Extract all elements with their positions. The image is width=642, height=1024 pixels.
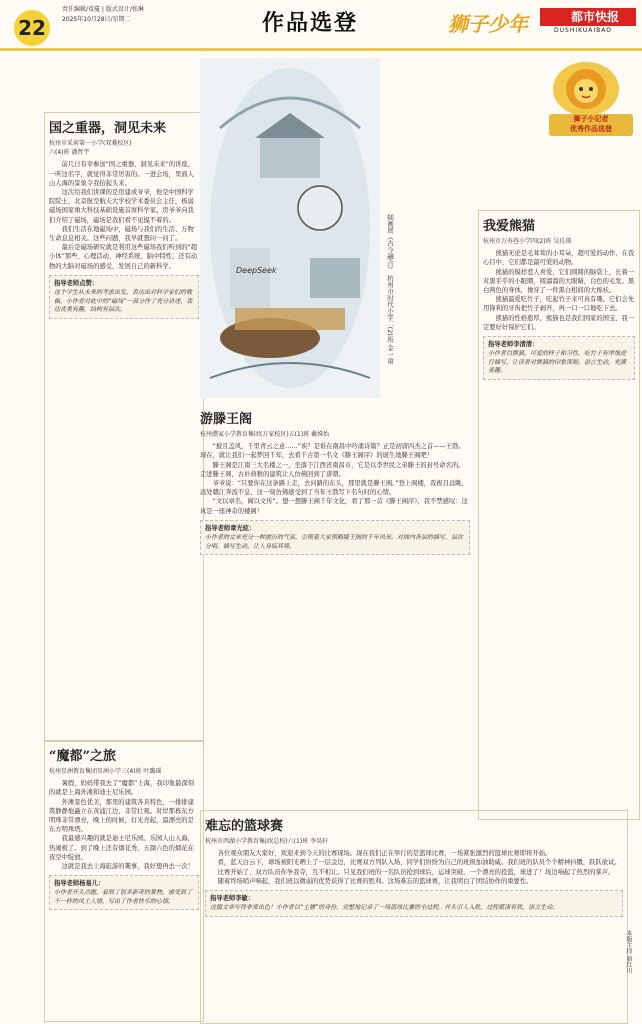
newspaper-name-en: DUSHIKUAIBAO (554, 27, 612, 34)
article-body (49, 160, 199, 270)
teacher-comment: 这个学生从未来的考虑出发，表达出对科学家们的敬佩。小作者对此中的“磁场”一部分作了充分讲述，表达优美有趣，结构有层次。 (54, 289, 193, 314)
paragraph: 熊猫无论是毛茸茸的小耳朵，超可爱的动作，在我心目中，它们都是最可爱的动物。 (483, 250, 635, 267)
newspaper-logo (540, 8, 636, 40)
paragraph: 暑假，妈妈带我去了“魔都”上海，我印象最深刻的就是上海外滩和迪士尼乐园。 (49, 780, 195, 797)
article-author: 杭州市采荷第一小学(双菱校区) 六(4)班 潘哲宇 (49, 140, 132, 157)
paragraph: 爷爷说：“只要你在这条路上走，去问路的东头，那里就是滕王阁。”登上阁楼，我极目远眺，远处赣江奔流不息，这一刻仿佛感受到了当年王勃写下名句时的心情。 (200, 480, 468, 497)
lion-youth-logo: 狮子少年 (448, 12, 528, 36)
article-tengwang-pavilion (200, 408, 470, 798)
editor-credits: 责任编辑/戏蔓 | 版式设计/张琳 (62, 6, 144, 13)
article-author: 杭州市西湖小学教育集团(总校)六(1)班 李昊轩 (205, 838, 329, 845)
paragraph: “披且盖风，千里青云之意……”诶？是谁在南昌中吟诵诗篇？正是初唐四杰之首——王勃。现在，就让我们一起梦回千年，去看千古第一名文《滕王阁序》的诞生地滕王阁吧！ (200, 443, 465, 460)
article-title: “魔都”之旅 (49, 749, 116, 764)
illustration-sign: DeepSeek (236, 266, 277, 275)
article-i-love-pandas (478, 210, 640, 820)
paragraph: 前几日有幸参加“国之重器，洞见未来”的讲座，一听这名字，就觉得非常厉害的。一进会场，里面人山人海的景象令我抬起头来。 (49, 161, 195, 187)
featured-badge (545, 62, 635, 142)
page-number: 22 (14, 10, 50, 46)
paragraph: 看，蓝天白云下，球场被阳光晒上了一层金边，比赛双方列队入场，同学们纷纷为自己的班级加油助威。我们班的队员个个精神抖擞，跃跃欲试。 (217, 859, 621, 867)
article-author: 杭州濮家小学教育集团(万家校区)五(1)班 戴姝怡 (200, 431, 330, 438)
article-body (49, 779, 199, 871)
paragraph: 我们生活在地磁场中，磁场与我们的生活、万物生命息息相关。这些问题，我早就想问一问了。 (49, 225, 194, 243)
article-body (200, 442, 470, 516)
teacher-comment-box (483, 336, 635, 380)
paragraph: 随着终场哨声响起，我们班以微弱的优势获得了比赛的胜利。这场难忘的篮球赛，让我明白了团结协作的重要性。 (217, 877, 533, 885)
paragraph: 熊猫最爱吃竹子，吃起竹子来可真有趣。它们会先用锋利的牙齿把竹子剥开，再一口一口地吃下去。 (483, 296, 635, 313)
teacher-label: 指导老师章光炫： (205, 524, 256, 532)
article-magic-city-trip (44, 740, 204, 1022)
teacher-comment: 小作者以熊猫，可爱的样子和习性，吃竹子有序地进行描写，让读者对熊猫的印象深刻。语言生动，充满童趣。 (488, 350, 627, 375)
article-author: 杭州星洲教育集团星洲小学三(4)班 叶璐瑶 (49, 768, 162, 775)
section-title: 作品选登 (262, 10, 359, 36)
article-body (483, 249, 635, 332)
paragraph: 各位观众朋友大家好，欢迎来到今天的比赛现场。现在我们正在举行的是篮球比赛，一场紧张激烈的篮球比赛即将开始。 (217, 850, 552, 858)
paragraph: 比赛开始了，双方队员你争我夺，互不相让。只见我们班的一名队员抢到球后，运球突破，一个漂亮的投篮，球进了！场边响起了热烈的掌声。 (217, 868, 615, 876)
article-title: 游滕王阁 (200, 412, 253, 427)
badge-label (549, 114, 633, 136)
article-national-weapons (44, 112, 204, 742)
article-basketball-game (200, 810, 628, 1024)
teacher-comment-box (205, 890, 623, 917)
article-author: 杭州市万寿巷小学四(2)班 吴佳瑛 (483, 238, 572, 245)
article-body (205, 849, 623, 886)
paragraph: 最后是磁场研究就是利用这些磁场我们听到的“超小体”那些、心理活动、神经系统、脑中特性，还有动物的大脑对磁场的感受，发展自己的新科学。 (49, 244, 198, 270)
page-host-note: 本版主持 骆红川 (625, 930, 632, 974)
illustration-artwork (200, 58, 380, 398)
teacher-label: 指导老师点赞： (54, 279, 99, 287)
paragraph: 我最感兴趣的就是迪士尼乐园。乐园人山人海，热闹极了。到了晚上还有烟花秀，五颜六色的烟花在夜空中绽放。 (49, 835, 194, 861)
article-title: 国之重器，洞见未来 (49, 121, 167, 136)
header-rule (0, 48, 642, 51)
illustration-caption: 插画展《古今融合》 杭州市时代小学二(2)班 金一童 (386, 214, 394, 364)
badge-line-1: 狮子小记者 (573, 115, 609, 123)
paragraph: “文以章名，阁以文传”。想一想滕王阁千年文化，看了那一首《滕王阁序》，我不禁感叹：这真是一座神奇的楼阁！ (200, 498, 468, 515)
teacher-label: 指导老师杨易儿： (54, 880, 105, 888)
paragraph: 熊猫的性格憨厚，熊猫也是我们国家的国宝，我一定要好好保护它们。 (483, 314, 635, 331)
newspaper-name: 都市快报 (554, 8, 636, 26)
teacher-comment-box (49, 875, 199, 910)
paragraph: 滕王阁是江南三大名楼之一，坐落于江西省南昌市，它是以李世民之弟滕王的封号命名的。走进滕王阁，古朴典雅的建筑让人仿佛回到了唐朝。 (200, 461, 465, 478)
article-title: 我爱熊猫 (483, 219, 536, 234)
teacher-comment-box (200, 520, 470, 555)
logo-mark-icon (540, 8, 554, 26)
badge-line-2: 优秀作品选登 (570, 125, 612, 133)
paragraph: 外滩景色优美，那里的建筑各具特色，一排排建筑静静地矗立在黄浦江边，非常壮观。对岸那栋东方明珠非常漂亮，晚上的时候，灯光亮起，最漂亮的是东方明珠塔。 (49, 798, 194, 834)
article-title: 难忘的篮球赛 (205, 819, 284, 834)
teacher-label: 指导老师李敏： (210, 895, 255, 903)
paragraph: 这就是我去上海旅游的趣事，我好想再去一次！ (61, 863, 194, 871)
paragraph: 熊猫的模样惹人喜爱，它们圆圆的脑袋上，长着一对黑乎乎的小眼圈，圆溜溜的大眼睛，白色的毛发。黑白两色的身体，像穿了一件黑白相间的大棉袄。 (483, 268, 635, 295)
paragraph: 这次给我们讲课的是房建成爷爷，他是中国科学院院士，北京航空航天大学校学术委员会主任，极弱磁场国家重大科技基础设施首席科学家。房爷爷向我们介绍了磁场，磁场是我们看不见摸不着的。 (49, 189, 194, 224)
lion-mascot-icon (553, 62, 619, 116)
issue-date: 2025年10月28日/星期二 (62, 16, 131, 23)
teacher-comment: 小作者开头点题，看到了很多新奇的景物，感受到了不一样的风土人情，写出了作者快乐的心情。 (54, 889, 193, 905)
teacher-label: 指导老师李清清： (488, 341, 539, 349)
teacher-comment-box (49, 275, 199, 319)
illustration-image (200, 58, 380, 398)
teacher-comment: 这篇文章写得非常出色！小作者以“主播”的身份，完整地记录了一场篮球比赛的全过程。开头引人入胜，过程紧凑有致，语言生动。 (210, 904, 559, 912)
teacher-comment: 小作者的文章充分一种游历的气氛，引领着大家领略滕王阁的千年风采。对阁内各层的描写，层次分明，描写生动，让人身临其境。 (205, 534, 464, 550)
